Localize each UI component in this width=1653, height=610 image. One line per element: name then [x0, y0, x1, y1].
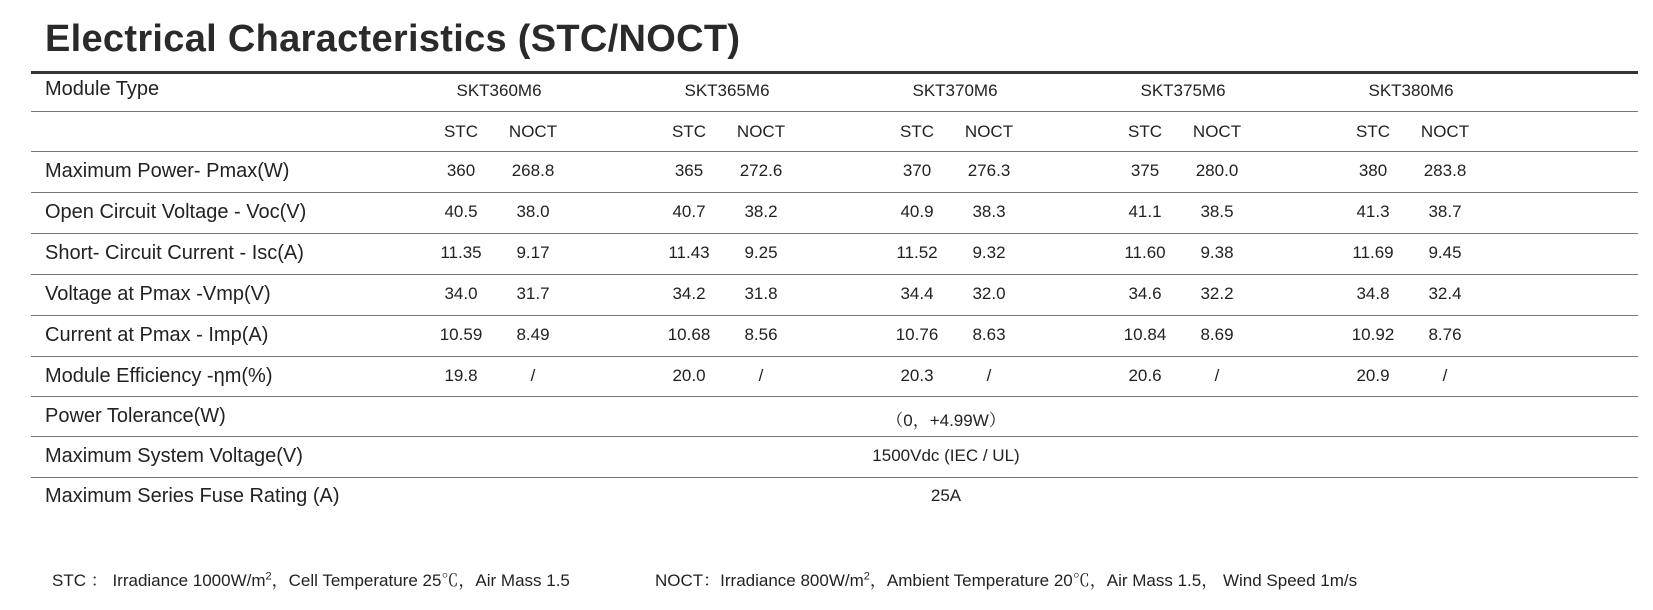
- noct-value: 32.2: [1200, 284, 1234, 303]
- span-row-label: Maximum Series Fuse Rating (A): [45, 485, 340, 507]
- stc-value: 360: [446, 161, 476, 180]
- model-header-skt375m6: SKT375M6: [1140, 81, 1226, 100]
- noct-value: 38.7: [1428, 202, 1462, 221]
- stc-note-prefix: STC ： Irradiance 1000W/m: [52, 571, 266, 590]
- stc-value: 380: [1358, 161, 1388, 180]
- stc-value: 10.76: [895, 325, 939, 344]
- noct-value: 272.6: [739, 161, 783, 180]
- stc-value: 11.52: [896, 243, 938, 262]
- noct-value: /: [1442, 366, 1448, 385]
- row-divider: [31, 396, 1638, 397]
- stc-value: 10.59: [439, 325, 483, 344]
- noct-value: 276.3: [967, 161, 1011, 180]
- row-divider: [31, 233, 1638, 234]
- noct-note-sup: 2: [863, 570, 870, 583]
- stc-value: 10.68: [667, 325, 711, 344]
- stc-subheader: STC: [1356, 122, 1390, 141]
- stc-value: 11.69: [1352, 243, 1394, 262]
- noct-subheader: NOCT: [964, 122, 1014, 141]
- row-label: Open Circuit Voltage - Voc(V): [45, 201, 307, 223]
- span-row-value: 1500Vdc (IEC / UL): [872, 446, 1020, 465]
- row-divider: [31, 477, 1638, 478]
- span-row-value: 25A: [930, 486, 962, 505]
- row-divider: [31, 274, 1638, 275]
- row-label: Maximum Power- Pmax(W): [45, 160, 290, 182]
- row-divider: [31, 356, 1638, 357]
- stc-note: [52, 566, 570, 591]
- module-type-label: Module Type: [45, 78, 160, 100]
- noct-note-suffix: ，Ambient Temperature 20℃，Air Mass 1.5， Wind Speed 1m/s: [869, 571, 1358, 590]
- model-header-skt370m6: SKT370M6: [912, 81, 998, 100]
- noct-value: 32.0: [972, 284, 1006, 303]
- row-divider: [31, 151, 1638, 152]
- row-label: Current at Pmax - Imp(A): [45, 324, 269, 346]
- stc-value: 370: [902, 161, 932, 180]
- model-header-skt360m6: SKT360M6: [456, 81, 542, 100]
- noct-value: 8.69: [1200, 325, 1234, 344]
- row-divider: [31, 192, 1638, 193]
- noct-value: 283.8: [1423, 161, 1467, 180]
- noct-value: 8.56: [744, 325, 778, 344]
- row-label: Module Efficiency -ηm(%): [45, 365, 273, 387]
- noct-value: 8.76: [1428, 325, 1462, 344]
- stc-value: 375: [1130, 161, 1160, 180]
- span-row-value: （0，+4.99W）: [886, 411, 1006, 430]
- noct-value: /: [758, 366, 764, 385]
- stc-value: 34.4: [900, 284, 934, 303]
- noct-subheader: NOCT: [508, 122, 558, 141]
- stc-value: 10.84: [1123, 325, 1167, 344]
- stc-value: 11.60: [1124, 243, 1166, 262]
- stc-value: 40.9: [900, 202, 934, 221]
- noct-value: 280.0: [1195, 161, 1239, 180]
- stc-subheader: STC: [900, 122, 934, 141]
- stc-value: 20.9: [1356, 366, 1390, 385]
- noct-value: 38.2: [744, 202, 778, 221]
- noct-value: 9.32: [972, 243, 1006, 262]
- row-label: Short- Circuit Current - Isc(A): [45, 242, 304, 264]
- stc-value: 34.8: [1356, 284, 1390, 303]
- stc-subheader: STC: [444, 122, 478, 141]
- stc-value: 20.6: [1128, 366, 1162, 385]
- stc-note-sup: 2: [265, 570, 272, 583]
- model-header-skt380m6: SKT380M6: [1368, 81, 1454, 100]
- page-title: Electrical Characteristics (STC/NOCT): [45, 18, 741, 60]
- noct-subheader: NOCT: [1420, 122, 1470, 141]
- stc-value: 19.8: [444, 366, 478, 385]
- noct-value: 8.63: [972, 325, 1006, 344]
- noct-value: 31.7: [516, 284, 550, 303]
- stc-note-suffix: ，Cell Temperature 25℃，Air Mass 1.5: [271, 571, 570, 590]
- stc-value: 20.0: [672, 366, 706, 385]
- stc-value: 20.3: [900, 366, 934, 385]
- span-row-label: Maximum System Voltage(V): [45, 445, 303, 467]
- stc-value: 34.0: [444, 284, 478, 303]
- stc-value: 41.1: [1128, 202, 1162, 221]
- noct-value: 9.38: [1200, 243, 1234, 262]
- title-rule: [31, 71, 1638, 74]
- row-divider: [31, 315, 1638, 316]
- stc-value: 34.6: [1128, 284, 1162, 303]
- stc-value: 41.3: [1356, 202, 1390, 221]
- row-divider: [31, 436, 1638, 437]
- stc-value: 11.43: [668, 243, 710, 262]
- noct-value: /: [1214, 366, 1220, 385]
- noct-value: 31.8: [744, 284, 778, 303]
- stc-value: 40.5: [444, 202, 478, 221]
- noct-note: [655, 566, 1357, 591]
- noct-value: 9.45: [1428, 243, 1462, 262]
- stc-subheader: STC: [672, 122, 706, 141]
- stc-value: 40.7: [672, 202, 706, 221]
- noct-value: /: [986, 366, 992, 385]
- noct-value: 32.4: [1428, 284, 1462, 303]
- noct-value: 8.49: [516, 325, 550, 344]
- stc-value: 10.92: [1351, 325, 1395, 344]
- stc-value: 34.2: [672, 284, 706, 303]
- row-divider: [31, 111, 1638, 112]
- noct-value: 268.8: [511, 161, 555, 180]
- noct-note-prefix: NOCT：Irradiance 800W/m: [655, 571, 864, 590]
- stc-value: 365: [674, 161, 704, 180]
- noct-value: 38.3: [972, 202, 1006, 221]
- noct-subheader: NOCT: [736, 122, 786, 141]
- noct-value: 38.5: [1200, 202, 1234, 221]
- stc-subheader: STC: [1128, 122, 1162, 141]
- noct-subheader: NOCT: [1192, 122, 1242, 141]
- noct-value: /: [530, 366, 536, 385]
- noct-value: 9.25: [744, 243, 778, 262]
- stc-value: 11.35: [440, 243, 482, 262]
- model-header-skt365m6: SKT365M6: [684, 81, 770, 100]
- noct-value: 9.17: [516, 243, 550, 262]
- span-row-label: Power Tolerance(W): [45, 405, 226, 427]
- noct-value: 38.0: [516, 202, 550, 221]
- row-label: Voltage at Pmax -Vmp(V): [45, 283, 271, 305]
